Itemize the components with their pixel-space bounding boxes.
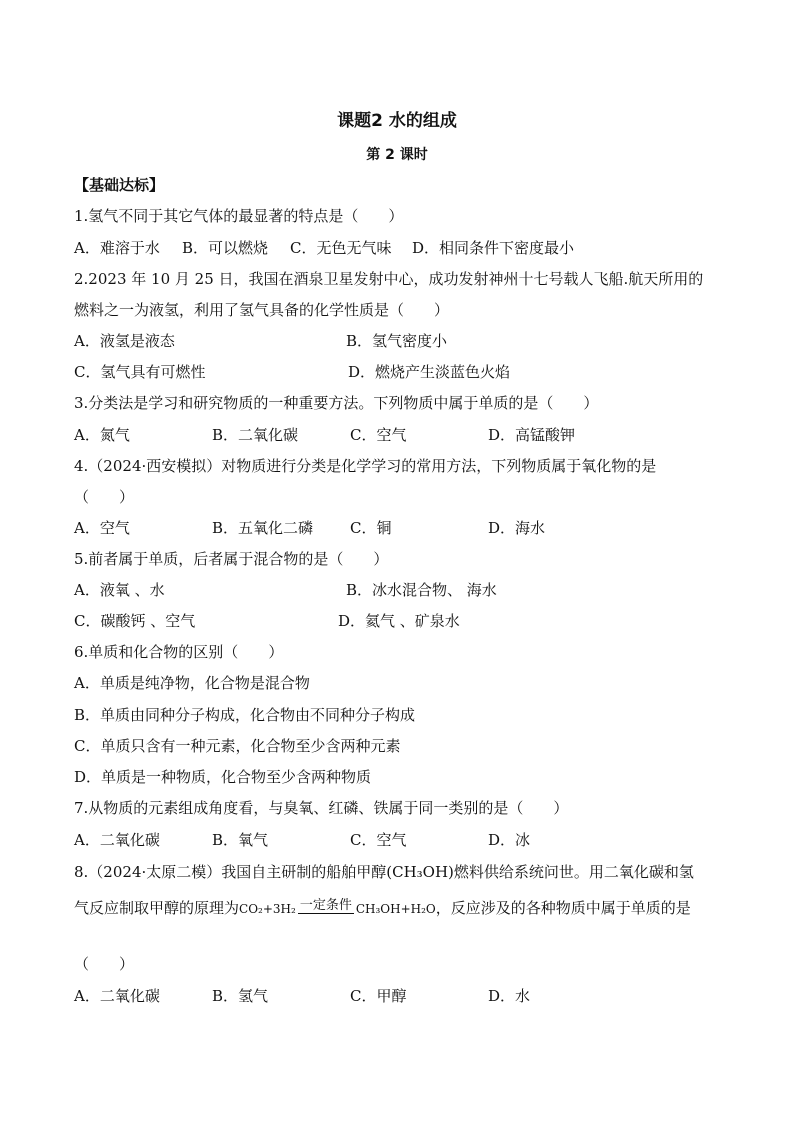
question-4-stem-line2: （ ） (74, 488, 135, 506)
reaction-condition: 一定条件 (299, 898, 352, 913)
option-b[interactable]: B．氧气 (212, 831, 269, 849)
option-a[interactable]: A．二氧化碳 (74, 831, 160, 849)
option-a[interactable]: A．氮气 (74, 426, 130, 444)
option-d[interactable]: D．海水 (488, 519, 546, 537)
question-4-options (74, 518, 734, 538)
equation-left: CO₂+3H₂ (239, 902, 296, 916)
equation-right: CH₃OH+H₂O (355, 902, 436, 916)
reaction-bar (298, 913, 354, 920)
option-d[interactable]: D．氦气 、矿泉水 (338, 612, 460, 630)
option-a[interactable]: A．液氢是液态 (74, 332, 175, 350)
stem-text: 气反应制取甲醇的原理为 (74, 899, 240, 917)
option-c[interactable]: C．碳酸钙 、空气 (74, 612, 196, 630)
option-c[interactable]: C．无色无气味 (290, 239, 392, 257)
question-2-options-row1 (74, 331, 734, 351)
option-b[interactable]: B．可以燃烧 (182, 239, 269, 257)
question-6-option-b[interactable]: B．单质由同种分子构成，化合物由不同种分子构成 (74, 706, 416, 724)
question-7-stem: 7.从物质的元素组成角度看，与臭氧、红磷、铁属于同一类别的是（ ） (74, 799, 569, 817)
option-d[interactable]: D．燃烧产生淡蓝色火焰 (348, 363, 511, 381)
page-title: 课题2 水的组成 (337, 111, 457, 131)
option-b[interactable]: B．氢气密度小 (346, 332, 448, 350)
stem-text-end: ，反应涉及的各种物质中属于单质的是 (435, 899, 691, 917)
option-a[interactable]: A．二氧化碳 (74, 987, 160, 1005)
question-6-option-a[interactable]: A．单质是纯净物，化合物是混合物 (74, 674, 310, 692)
question-6-option-d[interactable]: D．单质是一种物质，化合物至少含两种物质 (74, 768, 372, 786)
question-6-stem: 6.单质和化合物的区别（ ） (74, 643, 284, 661)
question-7-options (74, 830, 734, 850)
question-8-stem-line1: 8.（2024·太原二模）我国自主研制的船舶甲醇(CH₃OH)燃料供给系统问世。用二氧化碳和氢 (74, 863, 694, 881)
option-c[interactable]: C．空气 (350, 831, 407, 849)
question-8-options (74, 986, 734, 1006)
page-subtitle: 第 2 课时 (366, 147, 428, 163)
option-d[interactable]: D．水 (488, 987, 531, 1005)
option-a[interactable]: A．难溶于水 (74, 239, 160, 257)
option-c[interactable]: C．甲醇 (350, 987, 407, 1005)
question-5-stem: 5.前者属于单质，后者属于混合物的是（ ） (74, 550, 389, 568)
option-c[interactable]: C．氢气具有可燃性 (74, 363, 206, 381)
question-1-stem: 1.氢气不同于其它气体的最显著的特点是（ ） (74, 207, 404, 225)
reaction-arrow (298, 898, 354, 920)
question-3-options (74, 425, 734, 445)
question-6-option-c[interactable]: C．单质只含有一种元素，化合物至少含两种元素 (74, 737, 401, 755)
question-2-stem-line2: 燃料之一为液氢，利用了氢气具备的化学性质是（ ） (74, 301, 450, 319)
option-b[interactable]: B．冰水混合物、 海水 (346, 581, 497, 599)
option-b[interactable]: B．氢气 (212, 987, 269, 1005)
option-d[interactable]: D．相同条件下密度最小 (412, 239, 575, 257)
question-3-stem: 3.分类法是学习和研究物质的一种重要方法。下列物质中属于单质的是（ ） (74, 394, 599, 412)
option-a[interactable]: A．空气 (74, 519, 130, 537)
question-5-options-row2 (74, 611, 734, 631)
question-1-options (74, 238, 734, 258)
option-b[interactable]: B．五氧化二磷 (212, 519, 314, 537)
option-d[interactable]: D．冰 (488, 831, 531, 849)
option-b[interactable]: B．二氧化碳 (212, 426, 299, 444)
option-a[interactable]: A．液氧 、水 (74, 581, 165, 599)
section-heading: 【基础达标】 (74, 176, 165, 194)
question-8-stem-line3: （ ） (74, 955, 135, 973)
question-4-stem-line1: 4.（2024·西安模拟）对物质进行分类是化学学习的常用方法，下列物质属于氧化物的是 (74, 457, 657, 475)
option-d[interactable]: D．高锰酸钾 (488, 426, 576, 444)
question-2-options-row2 (74, 362, 734, 382)
question-5-options-row1 (74, 580, 734, 600)
option-c[interactable]: C．空气 (350, 426, 407, 444)
question-8-stem-line2 (74, 898, 691, 920)
question-2-stem-line1: 2.2023 年 10 月 25 日，我国在酒泉卫星发射中心，成功发射神州十七号载人飞船.航天所用的 (74, 270, 704, 288)
option-c[interactable]: C．铜 (350, 519, 392, 537)
